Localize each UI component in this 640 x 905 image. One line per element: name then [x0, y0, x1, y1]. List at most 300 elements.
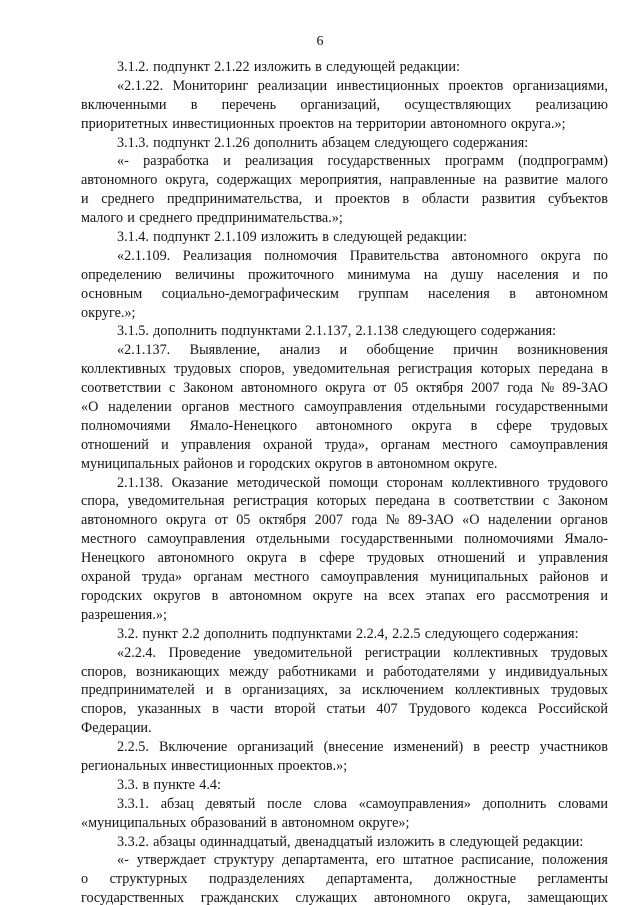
word: регламенты: [537, 871, 608, 888]
word: коллективных: [453, 644, 539, 661]
word: в: [270, 814, 278, 831]
word: 3.1.2.: [117, 59, 149, 75]
word: «О: [81, 399, 99, 416]
word: «2.1.22.: [117, 77, 164, 94]
word: государственных: [81, 890, 185, 905]
word: отдельными: [256, 531, 330, 548]
word: структурных: [109, 871, 188, 888]
word: участников: [539, 739, 608, 756]
word: автономном: [535, 285, 608, 302]
word: словами: [558, 795, 608, 812]
word: перечень: [221, 96, 277, 113]
word: муниципальных: [429, 569, 529, 586]
word: слова: [313, 795, 347, 812]
word: «2.2.4.: [117, 644, 157, 661]
word: в: [473, 739, 480, 756]
page-number: 6: [316, 34, 324, 49]
text-line: [81, 209, 608, 228]
word: и: [223, 153, 231, 170]
word: в: [190, 96, 198, 113]
word: 3.2.: [117, 625, 139, 642]
word: округа: [411, 417, 452, 434]
word: 05: [236, 512, 251, 529]
word: споров,: [239, 361, 285, 378]
text-line: [81, 814, 608, 833]
text-line: [81, 285, 608, 304]
word: №: [385, 512, 400, 529]
word: методической: [236, 474, 321, 491]
word: споров,: [81, 663, 127, 680]
word: в: [299, 550, 307, 567]
word: уведомительной: [253, 644, 353, 661]
word: округов: [314, 455, 362, 472]
word: округов: [153, 587, 201, 604]
word: передана: [375, 493, 430, 510]
word: содержащих: [216, 172, 292, 189]
word: коллективных: [454, 682, 540, 699]
word: и: [81, 191, 89, 208]
word: самоуправления: [147, 531, 246, 548]
word: трудовых: [550, 682, 608, 699]
word: реализацию: [535, 96, 608, 113]
word: соответствии: [81, 380, 162, 397]
word: округа,: [467, 890, 511, 905]
word: субъектов: [547, 191, 608, 208]
word: автономном: [281, 814, 355, 831]
word: органов: [181, 399, 230, 416]
word: от: [373, 380, 387, 397]
text-line: [81, 719, 608, 738]
word: дополнить: [482, 795, 547, 812]
word: коллективного: [451, 474, 540, 491]
text-line: [81, 77, 608, 96]
word: уведомительная: [292, 361, 390, 378]
word: округа: [540, 247, 581, 264]
word: после: [267, 795, 302, 812]
word: полномочиями: [463, 531, 554, 548]
word: населения: [496, 266, 559, 283]
word: Включение: [158, 739, 228, 756]
word: автономного: [157, 550, 235, 567]
word: следующего: [424, 625, 499, 642]
word: управления: [538, 550, 608, 567]
word: 89-ЗАО: [407, 512, 454, 529]
word: местного: [239, 399, 295, 416]
word: органам: [193, 569, 243, 586]
word: самоуправления: [304, 399, 403, 416]
word: и: [339, 342, 348, 359]
word: муниципальных: [81, 455, 180, 472]
word: образований: [190, 814, 267, 831]
word: (внесение: [323, 739, 384, 756]
word: и: [600, 587, 608, 604]
text-line: [81, 738, 608, 757]
word: 3.1.5.: [117, 323, 149, 340]
word: «2.1.137.: [117, 342, 171, 359]
word: редакции:: [406, 229, 468, 246]
word: и: [600, 569, 608, 586]
word: области: [421, 191, 470, 208]
word: дополнить: [253, 134, 318, 151]
word: проектов.»;: [277, 757, 348, 774]
word: 2.1.109: [214, 229, 257, 246]
text-line: [81, 379, 608, 398]
word: местного: [81, 531, 137, 548]
word: расписание,: [461, 852, 535, 869]
word: наделении: [488, 512, 552, 529]
text-line: [81, 833, 608, 852]
word: автономном: [377, 455, 450, 472]
word: инвестиционных: [336, 77, 440, 94]
word: с: [168, 380, 176, 397]
word: предпринимательства,: [166, 191, 303, 208]
word: трудовых: [550, 644, 608, 661]
word: округа: [325, 380, 366, 397]
word: служащих: [295, 890, 358, 905]
word: 2.1.26: [214, 134, 250, 151]
word: городских: [249, 455, 311, 472]
text-line: [81, 757, 608, 776]
word: государственными: [340, 531, 454, 548]
word: Мониторинг: [172, 77, 249, 94]
word: на: [363, 587, 378, 604]
text-line: [81, 851, 608, 870]
document-body: [81, 58, 608, 905]
word: спора,: [81, 493, 119, 510]
word: величины: [175, 266, 235, 283]
word: предпринимателей: [81, 682, 195, 699]
word: автономного: [81, 172, 158, 189]
word: сфере: [319, 550, 355, 567]
word: 3.1.3.: [117, 134, 149, 151]
word: реестр: [489, 739, 530, 756]
word: по: [593, 247, 608, 264]
word: полномочиями: [81, 417, 171, 434]
text-line: [81, 870, 608, 889]
word: регистрация: [397, 361, 473, 378]
text-line: [81, 568, 608, 587]
word: с: [542, 493, 550, 510]
word: округа: [165, 512, 207, 529]
word: автономного: [316, 417, 393, 434]
word: органам: [380, 436, 430, 453]
word: трудового: [547, 474, 608, 491]
word: подпункт: [153, 229, 210, 246]
word: Реализация: [182, 247, 252, 264]
word: 2.1.138.: [117, 474, 164, 491]
word: минимума: [347, 266, 411, 283]
word: на: [423, 266, 438, 283]
word: направленные: [389, 172, 476, 189]
word: изложить: [260, 229, 319, 246]
word: предпринимательства.»;: [196, 210, 343, 227]
word: разрешения.»;: [81, 606, 167, 623]
word: Ямало-: [564, 531, 608, 548]
word: возникновения: [517, 342, 608, 359]
word: реализация: [244, 153, 314, 170]
word: охраной: [81, 569, 131, 586]
word: программ: [444, 153, 504, 170]
word: изложить: [377, 833, 435, 850]
word: труда»: [141, 569, 182, 586]
word: в: [142, 776, 150, 793]
word: исключением: [361, 682, 444, 699]
word: разработка: [143, 153, 209, 170]
word: «-: [117, 852, 129, 869]
text-line: [81, 398, 608, 417]
word: «2.1.109.: [117, 247, 171, 264]
word: регистрация: [233, 493, 308, 510]
word: округе.: [453, 455, 498, 472]
word: Правительства: [349, 247, 440, 264]
word: которых: [480, 361, 531, 378]
word: районов: [539, 569, 589, 586]
word: 2.1.138: [355, 323, 399, 340]
text-line: [81, 700, 608, 719]
word: в: [211, 587, 219, 604]
text-line: [81, 776, 608, 795]
word: утверждает: [136, 852, 206, 869]
word: отдельными: [411, 399, 486, 416]
text-line: [81, 549, 608, 568]
text-line: [81, 795, 608, 814]
word: следующей: [449, 833, 519, 850]
text-line: [81, 58, 608, 77]
word: группам: [358, 285, 409, 302]
word: (подпрограмм): [518, 153, 608, 170]
word: замещающих: [527, 890, 608, 905]
word: приоритетных: [81, 115, 168, 132]
word: года: [507, 380, 533, 397]
word: определению: [81, 266, 162, 283]
word: обобщение: [366, 342, 434, 359]
word: округе: [312, 587, 353, 604]
word: труда»,: [324, 436, 369, 453]
word: районов: [183, 455, 233, 472]
word: структуру: [213, 852, 275, 869]
word: соответствии: [453, 493, 535, 510]
word: округа.»;: [510, 115, 566, 132]
word: в: [438, 833, 446, 850]
word: самоуправления: [509, 436, 608, 453]
word: в: [224, 682, 232, 699]
word: у: [488, 663, 496, 680]
text-line: [81, 436, 608, 455]
word: редакции:: [522, 833, 584, 850]
word: 3.1.4.: [117, 229, 149, 246]
word: местного: [253, 569, 310, 586]
word: 3.3.2.: [117, 833, 149, 850]
word: следующего: [402, 323, 477, 340]
word: сфере: [496, 417, 532, 434]
word: помощи: [328, 474, 378, 491]
word: трудовых: [367, 550, 425, 567]
word: государственных: [327, 153, 431, 170]
word: работодателями: [383, 663, 480, 680]
word: трудовых: [550, 417, 608, 434]
word: указанных: [137, 701, 202, 718]
word: Законом: [557, 493, 608, 510]
word: причин: [453, 342, 498, 359]
word: среднего: [139, 210, 193, 227]
word: в: [509, 285, 516, 302]
word: организаций,: [300, 96, 381, 113]
word: автономного: [430, 115, 507, 132]
word: организаций: [237, 739, 314, 756]
word: всех: [388, 587, 415, 604]
word: редакции:: [399, 59, 460, 75]
word: малого: [565, 172, 608, 189]
word: пункте: [153, 776, 195, 793]
word: уведомительная: [127, 493, 225, 510]
word: трудовых: [174, 361, 232, 378]
word: в: [470, 417, 478, 434]
word: Выявление,: [189, 342, 261, 359]
word: прожиточного: [248, 266, 334, 283]
word: отношений: [81, 436, 149, 453]
word: и: [517, 550, 526, 567]
word: двенадцатый: [294, 833, 373, 850]
word: местного: [442, 436, 498, 453]
word: и: [127, 210, 135, 227]
word: городских: [81, 587, 143, 604]
word: и: [314, 191, 323, 208]
word: Ямало-Ненецкого: [189, 417, 298, 434]
word: автономного: [374, 890, 451, 905]
word: этапах: [425, 587, 466, 604]
text-line: [81, 492, 608, 511]
word: округе.»;: [81, 304, 136, 321]
text-line: [81, 644, 608, 663]
text-line: [81, 417, 608, 436]
word: должностные: [434, 871, 516, 888]
word: положения: [541, 852, 608, 869]
word: государственными: [495, 399, 608, 416]
word: инвестиционных: [172, 115, 275, 132]
text-line: [81, 681, 608, 700]
word: в: [438, 493, 446, 510]
word: территории: [356, 115, 426, 132]
word: его: [376, 852, 395, 869]
word: развития: [481, 191, 536, 208]
word: органов: [560, 512, 608, 529]
word: в: [212, 701, 219, 718]
word: 2.1.137,: [305, 323, 352, 340]
word: за: [339, 682, 351, 699]
text-line: [81, 587, 608, 606]
word: индивидуальных: [505, 663, 608, 680]
word: анализ: [279, 342, 321, 359]
word: автономного: [81, 512, 158, 529]
word: развитие: [504, 172, 559, 189]
word: на: [338, 115, 353, 132]
word: осуществляющих: [404, 96, 512, 113]
text-line: [81, 247, 608, 266]
word: 2.2.4,: [355, 625, 388, 642]
word: 89-ЗАО: [562, 380, 608, 397]
text-line: [81, 663, 608, 682]
word: «О: [462, 512, 480, 529]
text-line: [81, 474, 608, 493]
text-line: [81, 322, 608, 341]
word: октября: [416, 380, 464, 397]
word: штатное: [402, 852, 454, 869]
word: Законом: [183, 380, 234, 397]
text-line: [81, 134, 608, 153]
word: и: [366, 663, 374, 680]
word: октября: [258, 512, 307, 529]
word: изложить: [253, 59, 311, 75]
word: по: [593, 266, 608, 283]
word: управления: [181, 436, 251, 453]
word: подпункт: [153, 59, 210, 75]
word: о: [81, 871, 89, 888]
word: организациях,: [242, 682, 328, 699]
word: которых: [316, 493, 367, 510]
word: второй: [274, 701, 316, 718]
word: следующего: [374, 134, 449, 151]
word: охраной: [263, 436, 313, 453]
word: наделении: [108, 399, 172, 416]
word: пункт: [142, 625, 178, 642]
word: сторонам: [386, 474, 443, 491]
word: Ненецкого: [81, 550, 145, 567]
word: подпункт: [153, 134, 210, 151]
word: коллективных: [81, 361, 166, 378]
word: «самоуправления»: [358, 795, 471, 812]
text-line: [81, 190, 608, 209]
word: проектов: [335, 191, 390, 208]
word: 2007: [314, 512, 344, 529]
text-line: [81, 889, 608, 905]
word: 2.1.22: [214, 59, 250, 75]
word: содержания:: [480, 323, 557, 340]
word: регистрации: [364, 644, 441, 661]
word: включенными: [81, 96, 167, 113]
word: абзацы: [153, 833, 196, 850]
text-line: [81, 304, 608, 323]
text-line: [81, 341, 608, 360]
word: девятый: [205, 795, 256, 812]
word: в: [322, 229, 329, 246]
text-line: [81, 171, 608, 190]
word: и: [572, 266, 580, 283]
word: среднего: [101, 191, 155, 208]
word: «-: [117, 153, 129, 170]
word: споров,: [81, 701, 127, 718]
word: региональных: [81, 757, 167, 774]
word: его: [476, 587, 496, 604]
word: 2.2.5: [392, 625, 421, 642]
word: мероприятия,: [299, 172, 382, 189]
word: 2007: [471, 380, 500, 397]
word: автономного: [241, 380, 318, 397]
word: автономном: [229, 587, 302, 604]
text-line: [81, 228, 608, 247]
word: изменений): [393, 739, 464, 756]
word: «муниципальных: [81, 814, 187, 831]
word: между: [229, 663, 269, 680]
word: малого: [81, 210, 124, 227]
word: 2.2.5.: [117, 739, 149, 756]
word: основным: [81, 285, 143, 302]
word: самоуправления: [320, 569, 419, 586]
text-line: [81, 625, 608, 644]
word: следующей: [333, 229, 403, 246]
word: в: [315, 59, 322, 75]
word: дополнить: [153, 323, 217, 340]
word: организациями,: [512, 77, 608, 94]
